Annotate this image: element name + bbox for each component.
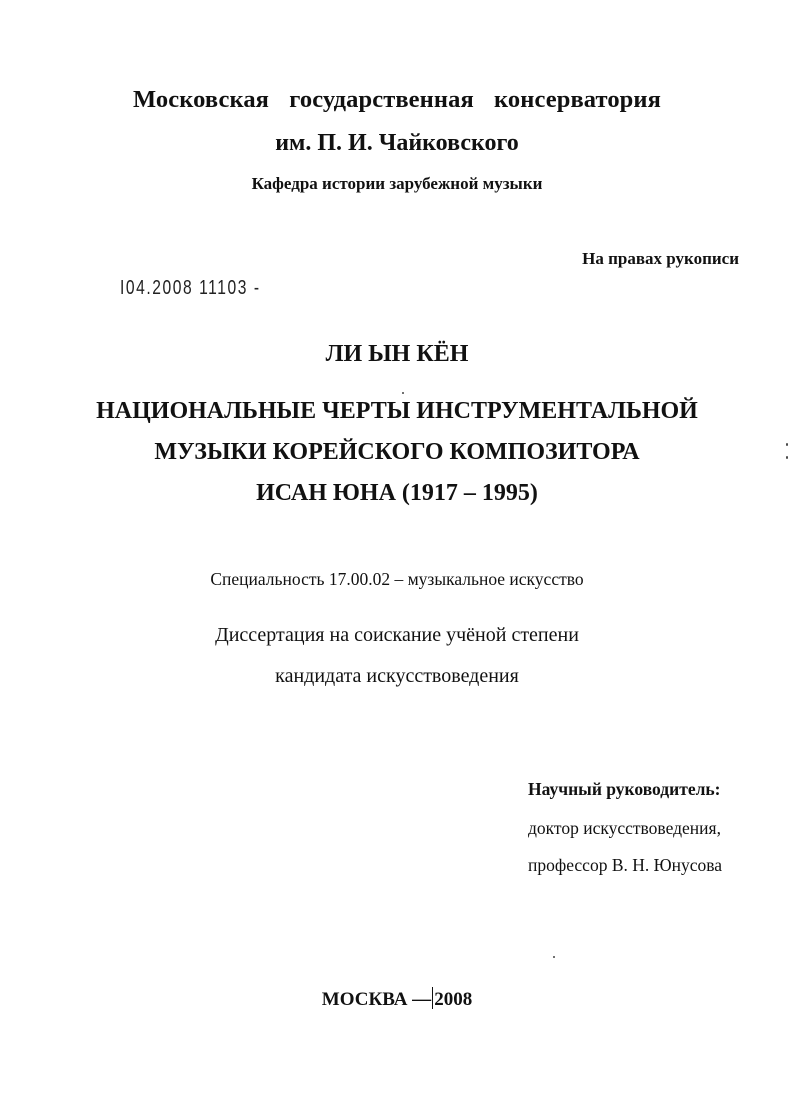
dissertation-title-line-1: НАЦИОНАЛЬНЫЕ ЧЕРТЫ ИНСТРУМЕНТАЛЬНОЙ: [96, 398, 698, 424]
manuscript-note: На правах рукописи: [582, 249, 739, 268]
advisor-name: профессор В. Н. Юнусова: [528, 855, 723, 875]
degree-statement-line-2: кандидата искусствоведения: [275, 665, 519, 687]
dissertation-title-line-3: ИСАН ЮНА (1917 – 1995): [256, 480, 538, 506]
institution-honorific: им. П. И. Чайковского: [275, 130, 519, 156]
city-year-line: [0, 987, 794, 1011]
archive-stamp-number: I04.2008 11103 -: [120, 277, 261, 299]
scan-speck: [786, 443, 788, 446]
degree-statement-line-1: Диссертация на соискание учёной степени: [215, 624, 579, 646]
scan-speck: [402, 392, 404, 394]
author-name: ЛИ ЫН КЁН: [325, 341, 469, 367]
advisor-label: Научный руководитель:: [528, 779, 721, 799]
year: 2008: [434, 989, 473, 1010]
scan-speck: [553, 956, 555, 958]
scan-speck: [786, 456, 788, 459]
institution-name-line: Московская государственная консерватория: [133, 86, 661, 113]
city-name: МОСКВА —: [321, 989, 432, 1010]
advisor-degree: доктор искусствоведения,: [528, 818, 721, 838]
specialty-line: Специальность 17.00.02 – музыкальное искусство: [210, 569, 584, 589]
dissertation-title-line-2: МУЗЫКИ КОРЕЙСКОГО КОМПОЗИТОРА: [154, 439, 640, 465]
department-name: Кафедра истории зарубежной музыки: [251, 174, 543, 193]
